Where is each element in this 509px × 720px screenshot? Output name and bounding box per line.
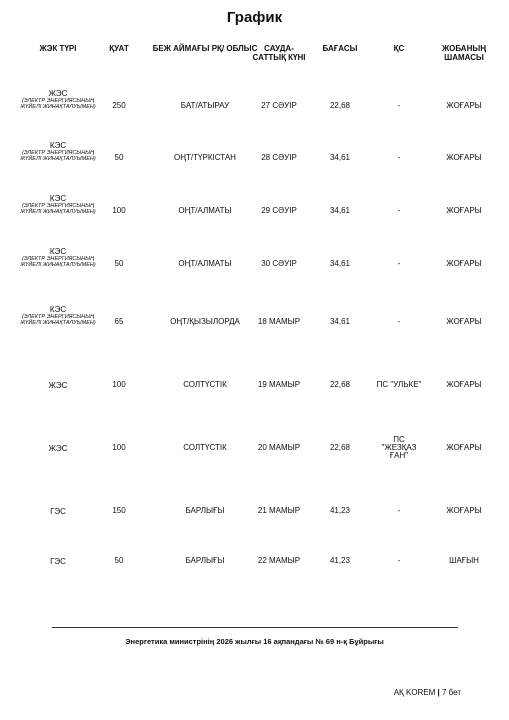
cell-size: ШАҒЫН <box>449 556 479 565</box>
cell-substation: - <box>397 556 401 565</box>
cell-type <box>18 305 98 326</box>
cell-substation: - <box>397 101 401 110</box>
cell-size: ЖОҒАРЫ <box>446 506 482 515</box>
cell-price: 34,61 <box>329 153 351 162</box>
cell-region: ОҢТ/ҚЫЗЫЛОРДА <box>170 317 240 326</box>
cell-substation: - <box>397 153 401 162</box>
cell-date: 27 СӘУІР <box>261 101 297 110</box>
cell-date: 28 СӘУІР <box>261 153 297 162</box>
cell-type <box>18 194 98 215</box>
cell-size: ЖОҒАРЫ <box>446 101 482 110</box>
footer-order-reference: Энергетика министрінің 2026 жылғы 16 ақпандағы № 69 н-қ Бұйрығы <box>125 637 384 646</box>
type-label: КЭС <box>49 304 67 314</box>
header-type: ЖЭК ТҮРІ <box>39 44 77 53</box>
page-separator: | <box>437 688 442 697</box>
cell-type <box>18 507 98 516</box>
cell-price: 22,68 <box>329 380 351 389</box>
cell-price: 22,68 <box>329 443 351 452</box>
cell-power: 50 <box>114 153 124 162</box>
type-note: (ЭЛЕКТР ЭНЕРГИЯСЫНЫҢ ЖҮЙЕЛІ ЖИНАҚТАЛУЫМЕН) <box>20 202 96 215</box>
type-note: (ЭЛЕКТР ЭНЕРГИЯСЫНЫҢ ЖҮЙЕЛІ ЖИНАҚТАЛУЫМЕН) <box>20 97 96 110</box>
cell-price: 34,61 <box>329 317 351 326</box>
cell-date: 19 МАМЫР <box>257 380 301 389</box>
cell-power: 100 <box>112 206 126 215</box>
type-label: ГЭС <box>50 506 66 516</box>
cell-substation: ПС "ЖЕЗҚАЗҒАН" <box>381 435 417 460</box>
header-region: БЕЖ АЙМАҒЫ РҚ/ ОБЛЫС <box>152 44 258 53</box>
cell-type <box>18 247 98 268</box>
cell-power: 100 <box>112 443 126 452</box>
cell-region: ОҢТ/ТҮРКІСТАН <box>174 153 236 162</box>
header-substation: ҚС <box>393 44 405 53</box>
cell-price: 41,23 <box>329 556 351 565</box>
cell-date: 18 МАМЫР <box>257 317 301 326</box>
cell-substation: - <box>397 317 401 326</box>
cell-price: 41,23 <box>329 506 351 515</box>
cell-type <box>18 557 98 566</box>
cell-region: БАТ/АТЫРАУ <box>180 101 230 110</box>
cell-power: 150 <box>112 506 126 515</box>
cell-price: 34,61 <box>329 259 351 268</box>
cell-region: ОҢТ/АЛМАТЫ <box>178 206 232 215</box>
header-size: ЖОБАНЫҢ ШАМАСЫ <box>442 44 486 62</box>
type-label: КЭС <box>49 140 67 150</box>
page-number-label: 7 бет <box>441 688 461 697</box>
cell-power: 250 <box>112 101 126 110</box>
cell-substation: ПС "УЛЬКЕ" <box>376 380 422 389</box>
cell-power: 65 <box>114 317 124 326</box>
cell-region: ОҢТ/АЛМАТЫ <box>178 259 232 268</box>
cell-size: ЖОҒАРЫ <box>446 153 482 162</box>
cell-size: ЖОҒАРЫ <box>446 443 482 452</box>
cell-substation: - <box>397 206 401 215</box>
type-note: (ЭЛЕКТР ЭНЕРГИЯСЫНЫҢ ЖҮЙЕЛІ ЖИНАҚТАЛУЫМЕН) <box>20 255 96 268</box>
cell-size: ЖОҒАРЫ <box>446 206 482 215</box>
type-label: КЭС <box>49 246 67 256</box>
cell-date: 29 СӘУІР <box>261 206 297 215</box>
page-title: График <box>226 9 283 26</box>
type-label: ЖЭС <box>48 443 68 453</box>
cell-size: ЖОҒАРЫ <box>446 380 482 389</box>
cell-date: 21 МАМЫР <box>257 506 301 515</box>
type-note: (ЭЛЕКТР ЭНЕРГИЯСЫНЫҢ ЖҮЙЕЛІ ЖИНАҚТАЛУЫМЕН) <box>20 149 96 162</box>
cell-date: 22 МАМЫР <box>257 556 301 565</box>
cell-date: 20 МАМЫР <box>257 443 301 452</box>
cell-type <box>18 444 98 453</box>
type-label: КЭС <box>49 193 67 203</box>
header-date: САУДА-САТТЫҚ КҮНІ <box>252 44 306 62</box>
type-label: ЖЭС <box>48 88 68 98</box>
cell-region: БАРЛЫҒЫ <box>185 506 225 515</box>
page-number <box>394 688 461 697</box>
cell-region: БАРЛЫҒЫ <box>185 556 225 565</box>
brand-label: АҚ KOREM <box>393 688 436 697</box>
cell-substation: - <box>397 506 401 515</box>
type-note: (ЭЛЕКТР ЭНЕРГИЯСЫНЫҢ ЖҮЙЕЛІ ЖИНАҚТАЛУЫМЕН) <box>20 313 96 326</box>
type-label: ЖЭС <box>48 380 68 390</box>
cell-size: ЖОҒАРЫ <box>446 259 482 268</box>
cell-region: СОЛТҮСТІК <box>183 380 227 389</box>
cell-date: 30 СӘУІР <box>261 259 297 268</box>
cell-type <box>18 89 98 110</box>
footer-divider <box>52 627 458 628</box>
cell-price: 22,68 <box>329 101 351 110</box>
cell-type <box>18 141 98 162</box>
header-power: ҚУАТ <box>109 44 129 53</box>
cell-power: 50 <box>114 556 124 565</box>
cell-region: СОЛТҮСТІК <box>183 443 227 452</box>
header-price: БАҒАСЫ <box>322 44 358 53</box>
cell-power: 50 <box>114 259 124 268</box>
cell-type <box>18 381 98 390</box>
cell-substation: - <box>397 259 401 268</box>
type-label: ГЭС <box>50 556 66 566</box>
cell-power: 100 <box>112 380 126 389</box>
cell-price: 34,61 <box>329 206 351 215</box>
cell-size: ЖОҒАРЫ <box>446 317 482 326</box>
